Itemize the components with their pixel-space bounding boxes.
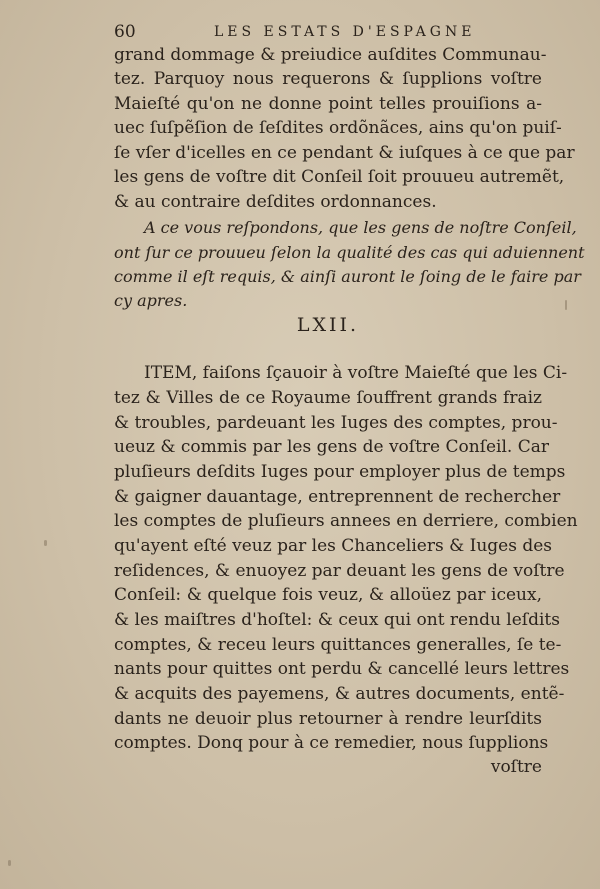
- response-line: ont ſur ce prouueu ſelon la qualité des cas qui aduiennent: [114, 243, 585, 262]
- text-line: grand dommage & preiudice auſdites Communau-: [114, 45, 547, 65]
- article-line: qu'ayent eſté veuz par les Chanceliers & Iuges des: [114, 536, 553, 556]
- article-line: tez & Villes de ce Royaume ſouffrent grands fraiz: [114, 388, 542, 408]
- article-line: comptes. Donq pour à ce remedier, nous ſupplions: [114, 733, 549, 753]
- article-line: reſidences, & enuoyez par deuant les gens de voſtre: [114, 561, 565, 581]
- page-number: 60: [114, 22, 136, 42]
- article-line: pluſieurs deſdits Iuges pour employer plus de temps: [114, 462, 566, 482]
- section-heading: LXII.: [296, 314, 360, 336]
- text-line: Maieſté qu'on ne donne point telles prouiſions a-: [114, 94, 542, 114]
- article-line: & les maiſtres d'hoſtel: & ceux qui ont rendu leſdits: [114, 610, 560, 630]
- text-line: les gens de voſtre dit Conſeil ſoit prouueu autremẽt,: [114, 167, 565, 187]
- article-line: & gaigner dauantage, entreprennent de rechercher: [114, 487, 561, 507]
- article-line: ITEM, faiſons ſçauoir à voſtre Maieſté que les Ci-: [144, 363, 568, 383]
- article-line: ueuz & commis par les gens de voſtre Conſeil. Car: [114, 437, 550, 457]
- ink-speck: [8, 860, 11, 866]
- ink-speck: [565, 300, 567, 310]
- response-line: A ce vous reſpondons, que les gens de noſtre Conſeil,: [144, 218, 577, 237]
- article-line: & acquits des payemens, & autres documents, entẽ-: [114, 684, 565, 704]
- page-header: [114, 22, 534, 44]
- running-title: LES ESTATS D'ESPAGNE: [214, 24, 476, 40]
- text-line: ſe vſer d'icelles en ce pendant & iuſques à ce que par: [114, 143, 575, 163]
- text-line: tez. Parquoy nous requerons & ſupplions voſtre: [114, 69, 542, 89]
- text-line: & au contraire deſdites ordonnances.: [114, 192, 437, 212]
- article-line: & troubles, pardeuant les Iuges des comptes, prou-: [114, 413, 558, 433]
- article-line: les comptes de pluſieurs annees en derriere, combien: [114, 511, 578, 531]
- article-line: comptes, & receu leurs quittances generalles, ſe te-: [114, 635, 562, 655]
- text-line: uec ſuſpẽſion de ſeſdites ordõnãces, ains qu'on puiſ-: [114, 118, 562, 138]
- response-line: cy apres.: [114, 291, 188, 310]
- article-line: dants ne deuoir plus retourner à rendre leurſdits: [114, 709, 542, 729]
- response-line: comme il eſt requis, & ainſi auront le ſoing de le faire par: [114, 267, 581, 286]
- catchword: voſtre: [490, 757, 542, 777]
- article-line: Conſeil: & quelque fois veuz, & alloüez par iceux,: [114, 585, 542, 605]
- ink-speck: [44, 540, 47, 546]
- article-line: nants pour quittes ont perdu & cancellé leurs lettres: [114, 659, 570, 679]
